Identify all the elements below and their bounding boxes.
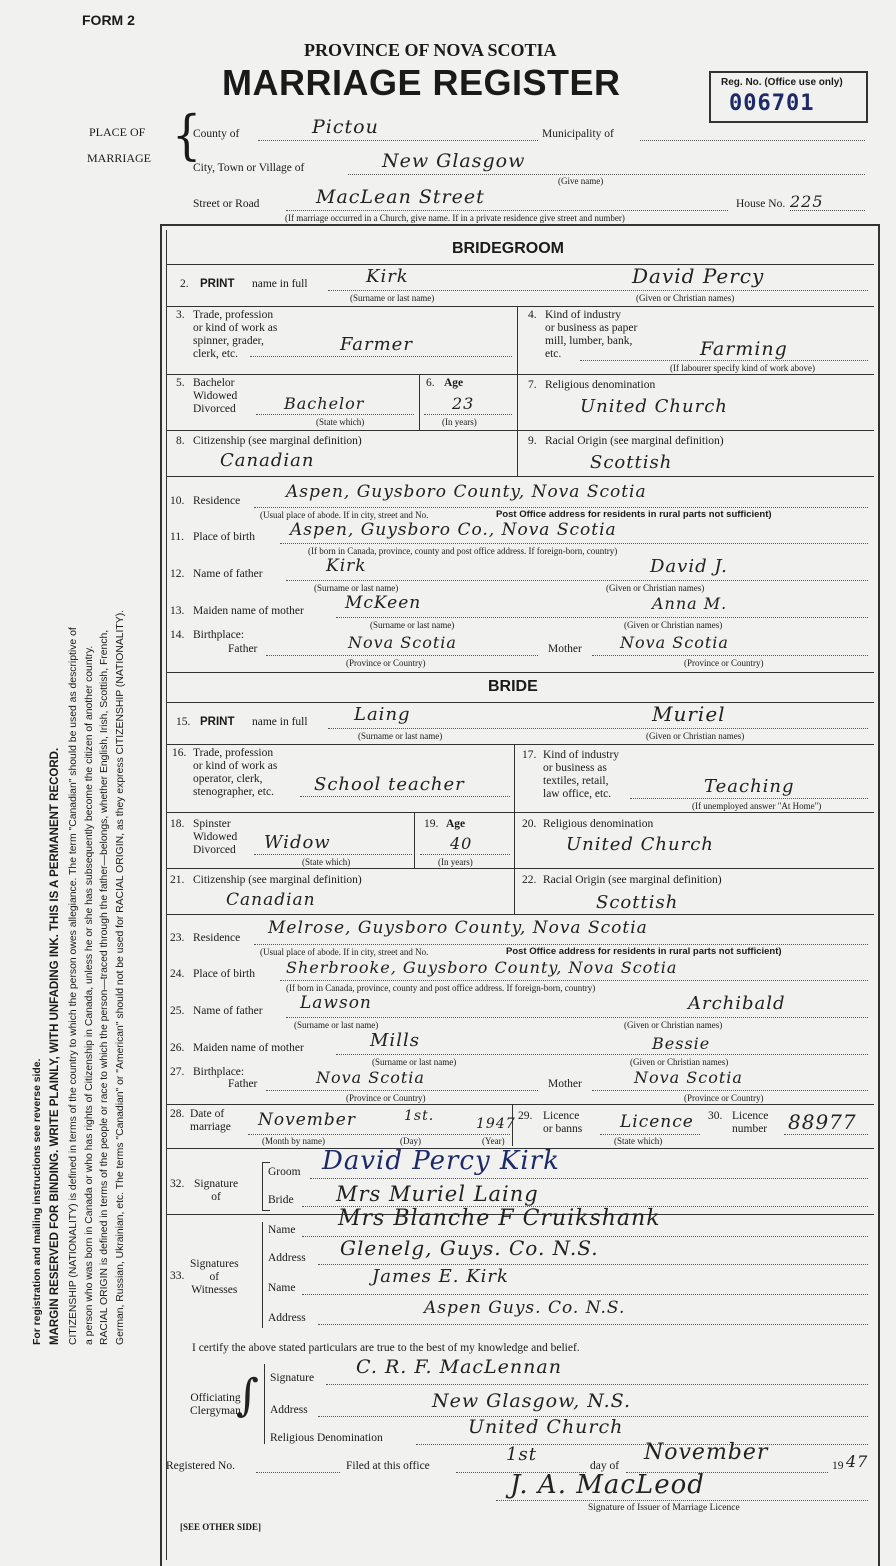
f17-label-1: Kind of industry: [543, 749, 620, 761]
groom-father-given: David J.: [650, 556, 728, 577]
f18-label-3: Divorced: [193, 844, 236, 856]
f33-label: [190, 1258, 239, 1297]
f29-num: 29.: [518, 1110, 533, 1122]
bride-status: Widow: [264, 832, 331, 853]
bride-religion: United Church: [566, 834, 714, 855]
f18-label: [193, 818, 237, 857]
f8-label: Citizenship (see marginal definition): [193, 435, 362, 447]
f4-caption: (If labourer specify kind of work above): [670, 363, 815, 373]
f19-num: 19.: [424, 818, 439, 830]
margin-line-5: RACIAL ORIGIN is defined in terms of the people or race to which the person—traced through the father—belongs, whether English, Irish, Scottish, French,: [99, 629, 110, 1345]
groom-signature: David Percy Kirk: [322, 1146, 560, 1176]
f17-caption: (If unemployed answer "At Home"): [692, 801, 822, 811]
marriage-month: November: [258, 1110, 356, 1130]
f18-label-2: Widowed: [193, 831, 238, 843]
f4-label-1: Kind of industry: [545, 309, 622, 321]
place-of-label: PLACE OF: [89, 125, 146, 139]
f5-caption: (State which): [316, 417, 365, 427]
f14-mother-caption: (Province or Country): [684, 658, 764, 668]
bridegroom-heading: BRIDEGROOM: [452, 240, 564, 257]
bride-sig-label: Bride: [268, 1194, 294, 1206]
margin-line-4: a person who was born in Canada or who has rights of Citizenship in Canada, unless he or she has subsequently become the citizen of another country.: [83, 645, 95, 1345]
f27-label: Birthplace:: [193, 1066, 245, 1078]
margin-line-2: MARGIN RESERVED FOR BINDING. WRITE PLAINLY, WITH UNFADING INK. THIS IS A PERMANENT RECORD.: [48, 747, 61, 1345]
f28-num: 28.: [170, 1108, 185, 1120]
f10-caption-b: Post Office address for residents in rural parts not sufficient): [496, 509, 772, 520]
f33-num: 33.: [170, 1270, 185, 1282]
city-value: New Glasgow: [382, 150, 526, 172]
f18-label-1: Spinster: [193, 818, 231, 830]
f15-label: name in full: [252, 716, 308, 728]
bride-father-surname: Lawson: [300, 993, 372, 1013]
f24-num: 24.: [170, 968, 185, 980]
street-label: Street or Road: [193, 198, 260, 210]
groom-trade: Farmer: [340, 334, 413, 355]
f13-label: Maiden name of mother: [193, 605, 304, 617]
f9-num: 9.: [528, 435, 537, 447]
bride-industry: Teaching: [704, 776, 795, 797]
f25-given-caption: (Given or Christian names): [624, 1020, 723, 1030]
f23-num: 23.: [170, 932, 185, 944]
filed-year: 47: [846, 1452, 869, 1471]
f11-caption: (If born in Canada, province, county and post office address. If foreign-born, country): [308, 546, 618, 556]
f21-num: 21.: [170, 874, 185, 886]
f26-label: Maiden name of mother: [193, 1042, 304, 1054]
f30-label-2: number: [732, 1123, 768, 1135]
officiating-label: [190, 1392, 241, 1418]
f25-surname-caption: (Surname or last name): [294, 1020, 379, 1030]
f12-given-caption: (Given or Christian names): [606, 583, 705, 593]
f18-caption: (State which): [302, 857, 351, 867]
bride-surname-caption: (Surname or last name): [358, 731, 443, 741]
f16-label-2: or kind of work as: [193, 760, 278, 772]
bride-age: 40: [450, 834, 473, 853]
f33-label-3: Witnesses: [191, 1284, 238, 1296]
groom-citizenship: Canadian: [220, 450, 315, 471]
groom-status: Bachelor: [284, 394, 365, 413]
f3-label: [193, 309, 277, 361]
f28-label-2: marriage: [190, 1121, 231, 1133]
groom-religion: United Church: [580, 396, 728, 417]
f33-label-1: Signatures: [190, 1258, 239, 1270]
f30-num: 30.: [708, 1110, 723, 1122]
form-label: FORM 2: [82, 12, 135, 28]
f3-label-1: Trade, profession: [193, 309, 274, 321]
bride-residence: Melrose, Guysboro County, Nova Scotia: [268, 918, 648, 938]
f26-given-caption: (Given or Christian names): [630, 1057, 729, 1067]
day-of-label: day of: [590, 1460, 620, 1472]
filed-label: Filed at this office: [346, 1460, 430, 1472]
groom-given-caption: (Given or Christian names): [636, 293, 735, 303]
street-value: MacLean Street: [316, 186, 485, 208]
f17-label-4: law office, etc.: [543, 788, 612, 800]
f5-label-2: Widowed: [193, 390, 238, 402]
f2-print: PRINT: [200, 278, 235, 290]
f20-num: 20.: [522, 818, 537, 830]
f19-label: Age: [446, 818, 466, 830]
f22-num: 22.: [522, 874, 537, 886]
house-label: House No.: [736, 198, 786, 210]
clergy-signature-label: Signature: [270, 1372, 315, 1384]
f24-label: Place of birth: [193, 968, 255, 980]
f17-num: 17.: [522, 749, 537, 761]
f27-father-caption: (Province or Country): [346, 1093, 426, 1103]
bride-father-given: Archibald: [688, 993, 786, 1014]
clergy-address-label: Address: [270, 1404, 308, 1416]
f26-surname-caption: (Surname or last name): [372, 1057, 457, 1067]
county-label: County of: [193, 128, 240, 140]
clergy-denomination-label: Religious Denomination: [270, 1432, 383, 1444]
groom-birthplace: Aspen, Guysboro Co., Nova Scotia: [290, 520, 617, 540]
f10-label: Residence: [193, 495, 241, 507]
officiating-label-2: Clergyman: [190, 1405, 241, 1417]
bride-father-birthplace: Nova Scotia: [316, 1068, 425, 1087]
f28-month-caption: (Month by name): [262, 1136, 325, 1146]
f23-caption-b: Post Office address for residents in rural parts not sufficient): [506, 946, 782, 957]
margin-line-6: German, Russian, Ukrainian, etc. The terms "Canadian" or "American" should not be used for RACIAL ORIGIN, as they express CITIZENSHIP (NATIONALITY).: [114, 609, 126, 1345]
bride-signature: Mrs Muriel Laing: [336, 1182, 539, 1206]
w2-address-label: Address: [268, 1312, 306, 1324]
f6-num: 6.: [426, 377, 435, 389]
f25-label: Name of father: [193, 1005, 263, 1017]
reg-number-box: [709, 71, 868, 123]
bride-trade: School teacher: [314, 774, 465, 795]
f24-caption: (If born in Canada, province, county and post office address. If foreign-born, country): [286, 983, 596, 993]
licence-type: Licence: [620, 1112, 694, 1132]
f5-num: 5.: [176, 377, 185, 389]
f27-father-label: Father: [228, 1078, 258, 1090]
bride-mother-birthplace: Nova Scotia: [634, 1068, 743, 1087]
f14-mother-label: Mother: [548, 643, 582, 655]
place-brace: {: [172, 103, 202, 167]
bride-surname: Laing: [354, 704, 411, 725]
f29-caption: (State which): [614, 1136, 663, 1146]
groom-mother-birthplace: Nova Scotia: [620, 633, 729, 652]
marriage-label: MARRIAGE: [87, 151, 152, 165]
f4-label-3: mill, lumber, bank,: [545, 335, 633, 347]
registered-label: Registered No.: [166, 1460, 235, 1472]
f16-label-1: Trade, profession: [193, 747, 274, 759]
bride-heading: BRIDE: [488, 678, 538, 695]
f12-surname-caption: (Surname or last name): [314, 583, 399, 593]
issuer-signature: J. A. MacLeod: [510, 1470, 705, 1500]
f13-surname-caption: (Surname or last name): [370, 620, 455, 630]
marriage-day: 1st.: [404, 1108, 435, 1124]
certify-text: I certify the above stated particulars are true to the best of my knowledge and belief.: [192, 1342, 580, 1354]
f3-num: 3.: [176, 309, 185, 321]
f14-father-caption: (Province or Country): [346, 658, 426, 668]
province-heading: PROVINCE OF NOVA SCOTIA: [304, 40, 557, 60]
w1-address-label: Address: [268, 1252, 306, 1264]
f15-num: 15.: [176, 716, 191, 728]
f19-caption: (In years): [438, 857, 473, 867]
filed-month: November: [644, 1440, 769, 1465]
f11-label: Place of birth: [193, 531, 255, 543]
f12-label: Name of father: [193, 568, 263, 580]
f14-father-label: Father: [228, 643, 258, 655]
f17-label: [543, 749, 619, 801]
f10-caption: (Usual place of abode. If in city, street and No.: [260, 510, 429, 520]
bride-given-caption: (Given or Christian names): [646, 731, 745, 741]
f3-label-3: spinner, grader,: [193, 335, 264, 347]
f22-label: Racial Origin (see marginal definition): [543, 874, 722, 886]
f30-label: [732, 1110, 768, 1136]
filed-year-prefix: 19: [832, 1460, 844, 1472]
clergy-address: New Glasgow, N.S.: [432, 1390, 632, 1412]
church-note: (If marriage occurred in a Church, give name. If in a private residence give street and number): [285, 213, 625, 223]
f16-label-4: stenographer, etc.: [193, 786, 274, 798]
f23-label: Residence: [193, 932, 241, 944]
w2-name-label: Name: [268, 1282, 296, 1294]
groom-father-birthplace: Nova Scotia: [348, 633, 457, 652]
groom-surname-caption: (Surname or last name): [350, 293, 435, 303]
groom-racial: Scottish: [590, 452, 673, 473]
reg-number: 006701: [729, 91, 815, 116]
witness2-name: James E. Kirk: [372, 1266, 509, 1287]
clergy-denomination: United Church: [468, 1416, 624, 1438]
f28-label: [190, 1108, 231, 1134]
f27-num: 27.: [170, 1066, 185, 1078]
see-other-side: [SEE OTHER SIDE]: [180, 1522, 262, 1532]
f25-num: 25.: [170, 1005, 185, 1017]
f4-label: [545, 309, 637, 361]
f3-label-4: clerk, etc.: [193, 348, 239, 360]
f16-num: 16.: [172, 747, 187, 759]
f8-num: 8.: [176, 435, 185, 447]
groom-mother-given: Anna M.: [652, 594, 728, 613]
groom-sig-label: Groom: [268, 1166, 301, 1178]
f32-label-2: of: [211, 1191, 221, 1203]
f5-label: [193, 377, 237, 416]
f9-label: Racial Origin (see marginal definition): [545, 435, 724, 447]
county-value: Pictou: [312, 116, 379, 138]
f3-label-2: or kind of work as: [193, 322, 278, 334]
groom-father-surname: Kirk: [326, 556, 367, 576]
f20-label: Religious denomination: [543, 818, 654, 830]
f18-num: 18.: [170, 818, 185, 830]
f15-print: PRINT: [200, 716, 235, 728]
f13-num: 13.: [170, 605, 185, 617]
margin-line-1: For registration and mailing instructions see reverse side.: [32, 1058, 43, 1345]
issuer-label: Signature of Issuer of Marriage Licence: [588, 1503, 740, 1513]
f7-label: Religious denomination: [545, 379, 656, 391]
municipality-label: Municipality of: [542, 128, 614, 140]
f2-num: 2.: [180, 278, 189, 290]
f4-label-4: etc.: [545, 348, 562, 360]
f14-label: Birthplace:: [193, 629, 245, 641]
bride-mother-given: Bessie: [652, 1034, 711, 1053]
f11-num: 11.: [170, 531, 184, 543]
groom-mother-surname: McKeen: [345, 593, 422, 613]
bride-given: Muriel: [652, 702, 726, 726]
w1-name-label: Name: [268, 1224, 296, 1236]
f28-label-1: Date of: [190, 1108, 225, 1120]
f16-label: [193, 747, 277, 799]
f2-label: name in full: [252, 278, 308, 290]
f17-label-3: textiles, retail,: [543, 775, 609, 787]
f32-label: [194, 1178, 238, 1204]
witness1-address: Glenelg, Guys. Co. N.S.: [340, 1236, 599, 1260]
groom-given: David Percy: [632, 264, 765, 288]
filed-day: 1st: [506, 1444, 537, 1465]
city-label: City, Town or Village of: [193, 162, 305, 174]
give-name-caption: (Give name): [558, 176, 604, 186]
f4-num: 4.: [528, 309, 537, 321]
f21-label: Citizenship (see marginal definition): [193, 874, 362, 886]
f10-num: 10.: [170, 495, 185, 507]
f5-label-1: Bachelor: [193, 377, 235, 389]
f4-label-2: or business as paper: [545, 322, 638, 334]
f14-num: 14.: [170, 629, 185, 641]
witness1-name: Mrs Blanche F Cruikshank: [338, 1206, 661, 1231]
licence-number: 88977: [788, 1110, 857, 1134]
marriage-year: 1947: [476, 1116, 516, 1132]
f17-label-2: or business as: [543, 762, 607, 774]
clergy-flourish: ∫: [236, 1370, 260, 1421]
f6-caption: (In years): [442, 417, 477, 427]
page-title: MARRIAGE REGISTER: [222, 62, 621, 103]
clergy-signature: C. R. F. MacLennan: [356, 1356, 562, 1378]
f6-label: Age: [444, 377, 464, 389]
bride-mother-surname: Mills: [370, 1030, 420, 1051]
margin-instructions: [30, 610, 128, 1345]
f33-label-2: of: [209, 1271, 220, 1283]
groom-surname: Kirk: [366, 266, 409, 287]
groom-age: 23: [452, 394, 475, 413]
f16-label-3: operator, clerk,: [193, 773, 263, 785]
groom-residence: Aspen, Guysboro County, Nova Scotia: [286, 482, 647, 502]
reg-number-label: Reg. No. (Office use only): [721, 77, 843, 88]
bride-citizenship: Canadian: [226, 890, 316, 910]
officiating-label-1: Officiating: [190, 1392, 241, 1404]
f12-num: 12.: [170, 568, 185, 580]
f27-mother-label: Mother: [548, 1078, 582, 1090]
house-value: 225: [790, 192, 824, 211]
witness2-address: Aspen Guys. Co. N.S.: [424, 1298, 626, 1318]
f29-label: [543, 1110, 582, 1136]
f5-label-3: Divorced: [193, 403, 236, 415]
f27-mother-caption: (Province or Country): [684, 1093, 764, 1103]
f32-label-1: Signature: [194, 1178, 239, 1190]
f13-given-caption: (Given or Christian names): [624, 620, 723, 630]
f29-label-1: Licence: [543, 1110, 580, 1122]
f29-label-2: or banns: [543, 1123, 583, 1135]
f28-year-caption: (Year): [482, 1136, 505, 1146]
f7-num: 7.: [528, 379, 537, 391]
f26-num: 26.: [170, 1042, 185, 1054]
bride-racial: Scottish: [596, 892, 679, 913]
f30-label-1: Licence: [732, 1110, 769, 1122]
margin-line-3: CITIZENSHIP (NATIONALITY) is defined in terms of the country to which the person owes allegiance. The term "Canadian" should be used as descriptive of: [68, 627, 79, 1345]
groom-industry: Farming: [700, 338, 788, 360]
f28-day-caption: (Day): [400, 1136, 421, 1146]
f32-num: 32.: [170, 1178, 185, 1190]
bride-birthplace: Sherbrooke, Guysboro County, Nova Scotia: [286, 958, 678, 977]
f23-caption: (Usual place of abode. If in city, street and No.: [260, 947, 429, 957]
